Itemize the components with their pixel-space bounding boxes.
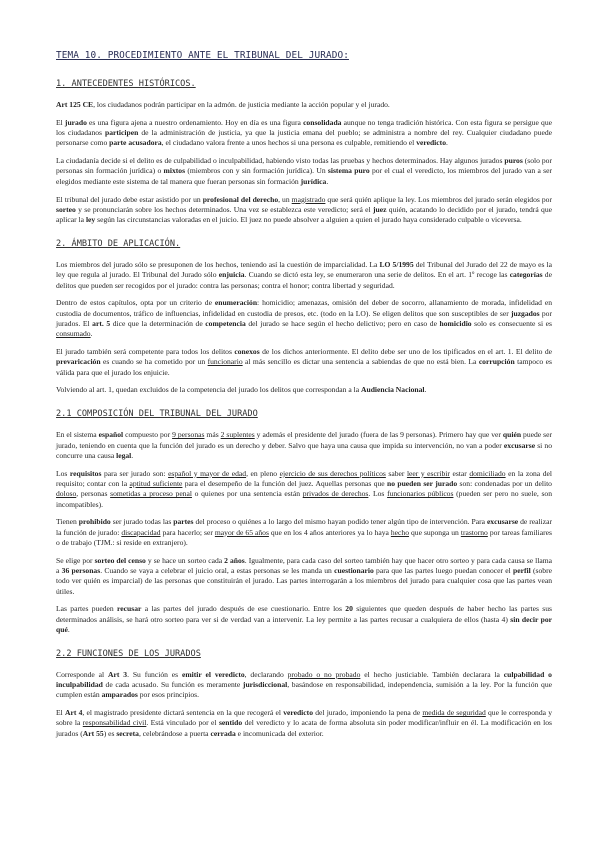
section-heading-antecedentes: 1. ANTECEDENTES HISTÓRICOS.: [56, 79, 196, 89]
paragraph: Los miembros del jurado sólo se presuponen de los hechos, teniendo así la cuestión de imparcialidad. La LO 5/1995 del Tribunal del Jurado del 22 de mayo es la ley que regula al jurado. El Tribunal del Jurado sólo enjuicia. Cuando se dictó esta ley, se enumeraron una serie de delitos. En el art. 1º recoge las categorías de delitos que pueden ser recogidos por el jurado: contra las personas; contra el honor; contra libertad y seguridad.: [56, 259, 552, 290]
section-heading-composicion: 2.1 COMPOSICIÓN DEL TRIBUNAL DEL JURADO: [56, 409, 258, 420]
paragraph: Art 125 CE, los ciudadanos podrán participar en la admón. de justicia mediante la acción popular y el jurado.: [56, 100, 390, 109]
paragraph: El Art 4, el magistrado presidente dictará sentencia en la que recogerá el veredicto del jurado, imponiendo la pena de medida de seguridad que le corresponda y sobre la responsabilidad civil. Está vinculado por el sentido del veredicto y lo acata de forma absoluta sin poder modificar/influir en él. La modificación en los jurados (Art 55) es secreta, celebrándose a puerta cerrada e incomunicada del exterior.: [56, 708, 552, 738]
paragraph: El tribunal del jurado debe estar asistido por un profesional del derecho, un magistrado que será quién aplique la ley. Los miembros del jurado serán elegidos por sorteo y se pronunciarán sobre los hechos determinados. Una vez se establezca este veredicto; será el juez quién, acatando lo decidido por el jurado, tendrá que aplicar la ley según las circunstancias valoradas en el juicio. El juez no puede absolver a alguien a quien el jurado haya considerado culpable o viceversa.: [56, 194, 552, 225]
paragraph: El jurado es una figura ajena a nuestro ordenamiento. Hoy en día es una figura consolidada aunque no tenga tradición histórica. Con esta figura se persigue que los ciudadanos participen de la administración de justicia, ya que la justicia emana del pueblo; se administra a nombre del rey. Cualquier ciudadano puede personarse como parte acusadora, el ciudadano valora frente a unos hechos si una persona es culpable, remitiendo el veredicto.: [56, 117, 552, 148]
paragraph: Se elige por sorteo del censo y se hace un sorteo cada 2 años. Igualmente, para cada caso del sorteo también hay que hacer otro sorteo y para cada causa se llama a 36 personas. Cuando se vaya a celebrar el juicio oral, a estas personas se les manda un cuestionario para que las partes luego puedan conocer el perfil (sobre todo ver quién es imparcial) de las personas que constituirán el jurado. Las partes interrogarán a los miembros del jurado para cualquier cosa que las partes vean útiles.: [56, 555, 552, 596]
paragraph: En el sistema español compuesto por 9 personas más 2 suplentes y además el presidente del jurado (fuera de las 9 personas). Primero hay que ver quién puede ser jurado, teniendo en cuenta que la función del jurado es un derecho y deber. Salvo que haya una causa que impida su intervención, no van a poder excusarse si no concurre una causa legal.: [56, 430, 553, 460]
document-title: TEMA 10. PROCEDIMIENTO ANTE EL TRIBUNAL DEL JURADO:: [56, 50, 349, 61]
paragraph: Las partes pueden recusar a las partes del jurado después de ese cuestionario. Entre los 20 siguientes que queden después de haber hecho las partes sus determinados análisis, se hará otro sorteo para ver si de verdad van a intervenir. La ley permite a las partes recusar a cualquiera de ellos (hasta 4) sin decir por qué.: [56, 604, 552, 634]
document-page: [56, 50, 552, 747]
section-heading-ambito: 2. ÁMBITO DE APLICACIÓN.: [56, 238, 181, 249]
paragraph: Los requisitos para ser jurado son: español y mayor de edad, en pleno ejercicio de sus derechos políticos saber leer y escribir estar domiciliado en la zona del requisito; contar con la aptitud suficiente para el desempeño de la función del juez. Aquellas personas que no pueden ser jurado son: condenadas por un delito doloso, personas sometidas a proceso penal o quienes por una sentencia están privados de derechos. Los funcionarios públicos (pueden ser pero no suele, son incompatibles).: [56, 468, 552, 509]
paragraph: La ciudadanía decide si el delito es de culpabilidad o inculpabilidad, habiendo visto todas las pruebas y hechos determinados. Hay algunos jurados puros (solo por personas sin formación jurídica) o mixtos (miembros con y sin formación jurídica). Un sistema puro por el cual el veredicto, los miembros del jurado van a ser elegidos mediante este sistema de tal manera que fueran personas sin formación jurídica.: [56, 156, 552, 186]
paragraph: Volviendo al art. 1, quedan excluidos de la competencia del jurado los delitos que correspondan a la Audiencia Nacional.: [56, 385, 427, 395]
paragraph: El jurado también será competente para todos los delitos conexos de los dichos anteriormente. El delito debe ser uno de los tipificados en el art. 1. El delito de prevaricación es cuando se ha cometido por un funcionario al más sencillo es dictar una sentencia a sabiendas de que no está bien. La corrupción tampoco es válida para que el jurado los enjuicie.: [56, 347, 553, 377]
paragraph: Dentro de estos capítulos, opta por un criterio de enumeración: homicidio; amenazas, omisión del deber de socorro, allanamiento de morada, infidelidad en custodia de documentos, tráfico de influencias, infidelidad en custodia de presos, etc. (todo en la LO). Se eligen delitos que son susceptibles de ser juzgados por jurados. El art. 5 dice que la determinación de competencia del jurado se hace según el hecho delictivo; pero en caso de homicidio solo es consecuente si es consumado.: [56, 298, 552, 339]
paragraph: Corresponde al Art 3. Su función es emitir el veredicto, declarando probado o no probado el hecho justiciable. También declarara la culpabilidad o inculpabilidad de cada acusado. Su función es meramente jurisdiccional, basándose en responsabilidad, independencia, sumisión a la ley. Por la función que cumplen están amparados por esos principios.: [56, 669, 552, 700]
paragraph: Tienen prohibido ser jurado todas las partes del proceso o quiénes a lo largo del mismo hayan podido tener algún tipo de intervención. Para excusarse de realizar la función de jurado: discapacidad para hacerlo; ser mayor de 65 años que en los 4 años anteriores ya lo haya hecho que suponga un trastorno por tareas familiares o de trabajo (TJM.: si reside en extranjero).: [56, 517, 552, 547]
section-heading-funciones: 2.2 FUNCIONES DE LOS JURADOS: [56, 648, 201, 659]
